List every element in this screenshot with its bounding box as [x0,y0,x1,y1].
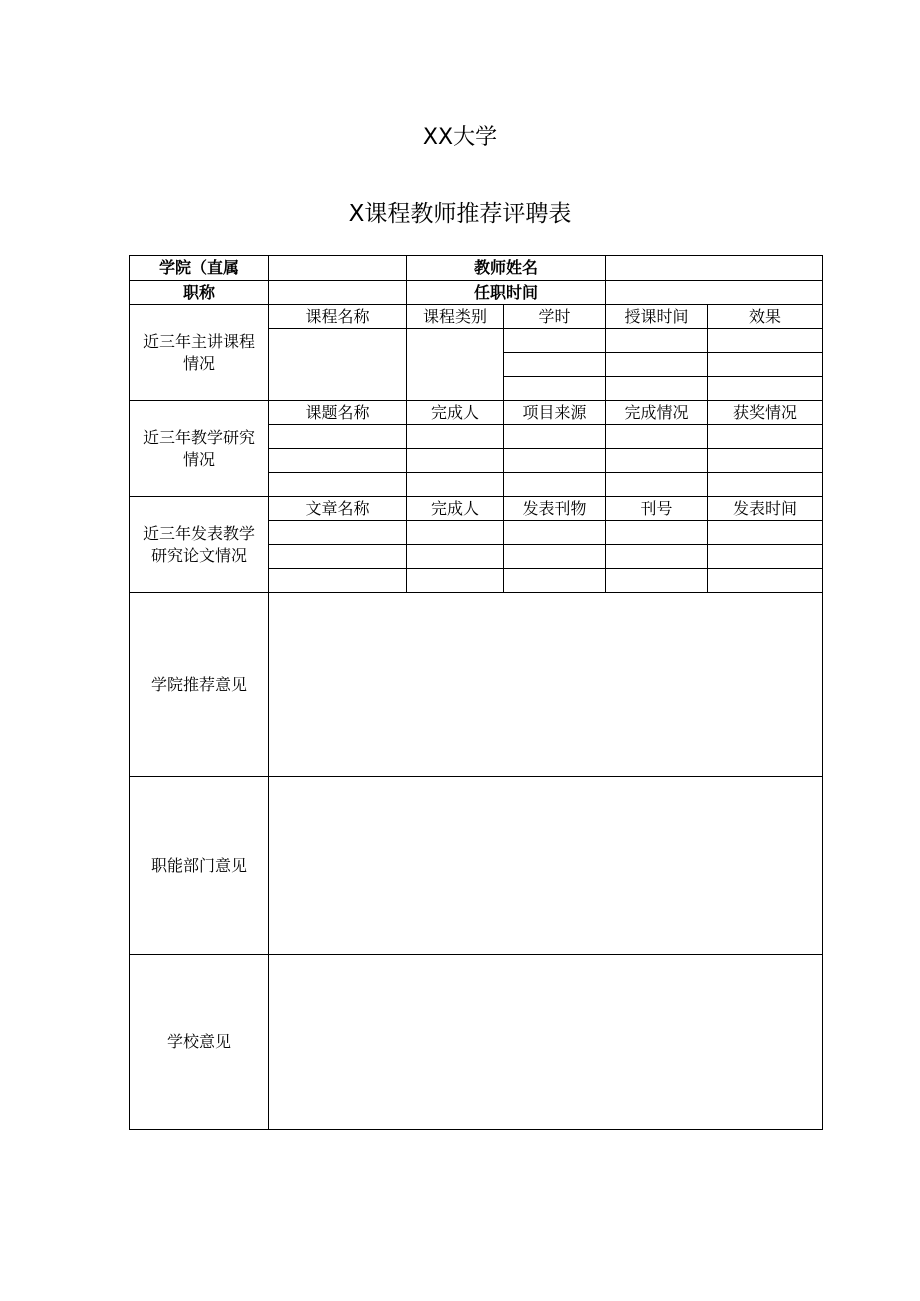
tenure-label: 任职时间 [407,281,606,305]
research-header-topic: 课题名称 [269,401,407,425]
research-cell[interactable] [269,449,407,473]
courses-header-name: 课程名称 [269,305,407,329]
courses-header-teaching-time: 授课时间 [606,305,708,329]
paper-cell[interactable] [504,569,606,593]
course-name-cell[interactable] [269,329,407,401]
school-opinion-label: 学校意见 [130,955,269,1130]
courses-section-label [130,305,269,401]
paper-cell[interactable] [606,521,708,545]
papers-header-date: 发表时间 [708,497,823,521]
college-opinion-label: 学院推荐意见 [130,593,269,777]
research-header-awards: 获奖情况 [708,401,823,425]
college-opinion-field[interactable] [269,593,823,777]
courses-header-effect: 效果 [708,305,823,329]
research-section-label-line1: 近三年教学研究 [142,427,255,447]
paper-cell[interactable] [708,521,823,545]
research-section-label [130,401,269,497]
paper-cell[interactable] [407,569,504,593]
evaluation-form-table [129,255,823,1130]
courses-section-label-line2: 情况 [182,353,215,373]
research-cell[interactable] [708,473,823,497]
paper-cell[interactable] [708,545,823,569]
paper-cell[interactable] [504,545,606,569]
research-cell[interactable] [504,425,606,449]
research-cell[interactable] [504,473,606,497]
research-cell[interactable] [269,473,407,497]
paper-cell[interactable] [407,521,504,545]
title-label: 职称 [130,281,269,305]
course-time-cell[interactable] [606,329,708,353]
courses-section-label-line1: 近三年主讲课程 [142,331,255,351]
courses-header-hours: 学时 [504,305,606,329]
papers-header-person: 完成人 [407,497,504,521]
school-opinion-field[interactable] [269,955,823,1130]
paper-cell[interactable] [708,569,823,593]
paper-cell[interactable] [606,545,708,569]
title-value-cell[interactable] [269,281,407,305]
paper-cell[interactable] [407,545,504,569]
tenure-value-cell[interactable] [606,281,823,305]
papers-section-label-line1: 近三年发表教学 [142,523,255,543]
papers-section-label [130,497,269,593]
paper-cell[interactable] [269,569,407,593]
department-opinion-field[interactable] [269,777,823,955]
research-header-source: 项目来源 [504,401,606,425]
course-hours-cell[interactable] [504,377,606,401]
papers-header-issue: 刊号 [606,497,708,521]
research-cell[interactable] [606,473,708,497]
research-cell[interactable] [269,425,407,449]
department-opinion-label: 职能部门意见 [130,777,269,955]
papers-header-journal: 发表刊物 [504,497,606,521]
research-header-status: 完成情况 [606,401,708,425]
paper-cell[interactable] [606,569,708,593]
course-time-cell[interactable] [606,377,708,401]
paper-cell[interactable] [504,521,606,545]
university-title: XX大学 [422,125,498,150]
paper-cell[interactable] [269,521,407,545]
research-cell[interactable] [407,473,504,497]
research-cell[interactable] [708,449,823,473]
college-value-cell[interactable] [269,256,407,281]
research-section-label-line2: 情况 [182,449,215,469]
course-time-cell[interactable] [606,353,708,377]
course-category-cell[interactable] [407,329,504,401]
research-cell[interactable] [504,449,606,473]
research-cell[interactable] [606,425,708,449]
research-cell[interactable] [407,449,504,473]
research-cell[interactable] [708,425,823,449]
research-cell[interactable] [606,449,708,473]
research-cell[interactable] [407,425,504,449]
teacher-name-label: 教师姓名 [407,256,606,281]
course-hours-cell[interactable] [504,353,606,377]
course-effect-cell[interactable] [708,329,823,353]
course-effect-cell[interactable] [708,353,823,377]
paper-cell[interactable] [269,545,407,569]
papers-header-title: 文章名称 [269,497,407,521]
research-header-person: 完成人 [407,401,504,425]
course-hours-cell[interactable] [504,329,606,353]
papers-section-label-line2: 研究论文情况 [150,545,247,565]
form-title: X课程教师推荐评聘表 [348,201,572,227]
course-effect-cell[interactable] [708,377,823,401]
courses-header-category: 课程类别 [407,305,504,329]
college-label: 学院（直属 [130,256,269,281]
teacher-name-value-cell[interactable] [606,256,823,281]
